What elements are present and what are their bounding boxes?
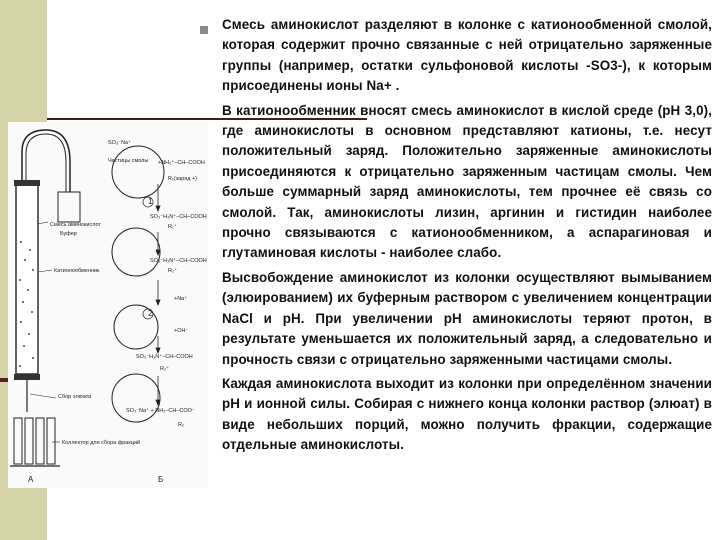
label-a: А xyxy=(28,475,34,484)
label-collector: Коллектор для сбора фракций xyxy=(62,440,141,446)
label-collect: Сбор элюата xyxy=(58,394,92,400)
chem-final: SO₃⁻Na⁺ + NH₂–CH–COO⁻ xyxy=(126,408,195,414)
chem-aa1: +NH₃⁺–CH–COOH xyxy=(158,160,205,166)
paragraph-2: В катионообменник вносят смесь аминокислот в кислой среде (pH 3,0), где аминокислоты в основном представляют катионы, т.е. несут положительный заряд. Положительно заряженные аминокислоты присоединяются к отрицательно заряженным частицам смолы. Чем больше суммарный заряд аминокислоты, тем прочнее её связь со смолой. Так, аминокислоты лизин, аргинин и гистидин наиболее прочно связываются с катионообменником, а аспарагиновая и глутаминовая кислоты - наиболее слабо. xyxy=(222,102,712,261)
label-b: Б xyxy=(158,475,164,484)
chem-r2: R₂⁺ xyxy=(168,268,178,274)
chem-oh: +OH⁻ xyxy=(174,328,189,334)
chem-so3na: SO₃⁻Na⁺ xyxy=(108,140,132,146)
paragraph-3: Высвобождение аминокислот из колонки осуществляют вымыванием (элюированием) их буферным раствором с увеличением концентрации NaCl и pH. При увеличении pH аминокислоты теряют протон, в результате уменьшается их положительный заряд, а следовательно и прочность связи с отрицательно заряженными частицами смолы. xyxy=(222,269,712,367)
chem-r1c: R₁⁺ xyxy=(168,224,177,230)
label-particles: Частицы смолы xyxy=(108,158,149,164)
chem-complex1: SO₃⁻H₃N⁺–CH–COOH xyxy=(150,214,207,220)
bullet-square-icon xyxy=(200,26,208,34)
step-2: 2 xyxy=(148,309,153,318)
step-1: 1 xyxy=(148,197,153,206)
paragraph-1: Смесь аминокислот разделяют в колонке с катионообменной смолой, которая содержит прочно связанные с ней отрицательно заряженные группы (например, остатки сульфоновой кислоты -SO3-), к которым присоединены ионы Na+ . xyxy=(222,17,712,94)
body-text xyxy=(222,15,712,460)
label-buffer: Буфер xyxy=(60,231,77,237)
chem-r1: R₁(заряд +) xyxy=(168,176,197,182)
label-mixture: Смесь аминокислот xyxy=(50,222,101,228)
chem-r4: R₂ xyxy=(178,422,185,428)
chem-na: +Na⁺ xyxy=(174,296,188,302)
paragraph-4: Каждая аминокислота выходит из колонки при определённом значении pH и ионной силы. Собирая с нижнего конца колонки раствор (элюат) в виде небольших порций, можно получить фракции, содержащие отдельные аминокислоты. xyxy=(222,375,712,453)
chem-complex3: SO₃⁻H₃N⁺–CH–COOH xyxy=(136,354,193,360)
chem-complex2: SO₃⁻H₃N⁺–CH–COOH xyxy=(150,258,207,264)
chem-r3: R₂⁺ xyxy=(160,366,170,372)
chromatography-figure xyxy=(8,122,208,488)
label-exchanger: Катионообменник xyxy=(54,268,100,274)
